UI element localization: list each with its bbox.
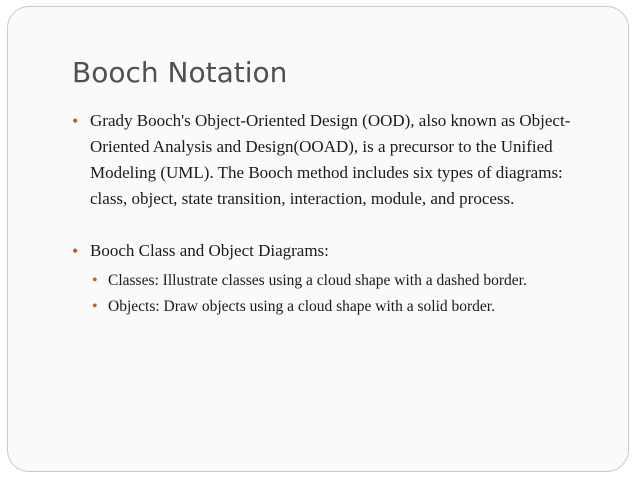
sub-bullet-text: Classes: Illustrate classes using a cloud shape with a dashed border. [108,272,527,289]
bullet-text: Booch Class and Object Diagrams: [90,241,329,260]
slide-body [72,108,602,318]
bullet-icon: • [72,241,79,261]
sub-bullet-item [72,296,602,318]
bullet-icon: • [72,111,79,131]
bullet-item [72,108,602,212]
bullet-text: Grady Booch's Object-Oriented Design (OOD), also known as Object-Oriented Analysis and Design(OOAD), is a precursor to the Unified Modeling (UML). The Booch method includes six types of diagrams: class, object, state transition, interaction, module, and process. [90,111,571,208]
sub-bullet-icon: • [92,298,98,315]
bullet-item [72,238,602,264]
sub-bullet-item [72,270,602,292]
slide-title: Booch Notation [72,56,288,89]
sub-bullet-icon: • [92,272,98,289]
sub-bullet-text: Objects: Draw objects using a cloud shape with a solid border. [108,298,495,315]
